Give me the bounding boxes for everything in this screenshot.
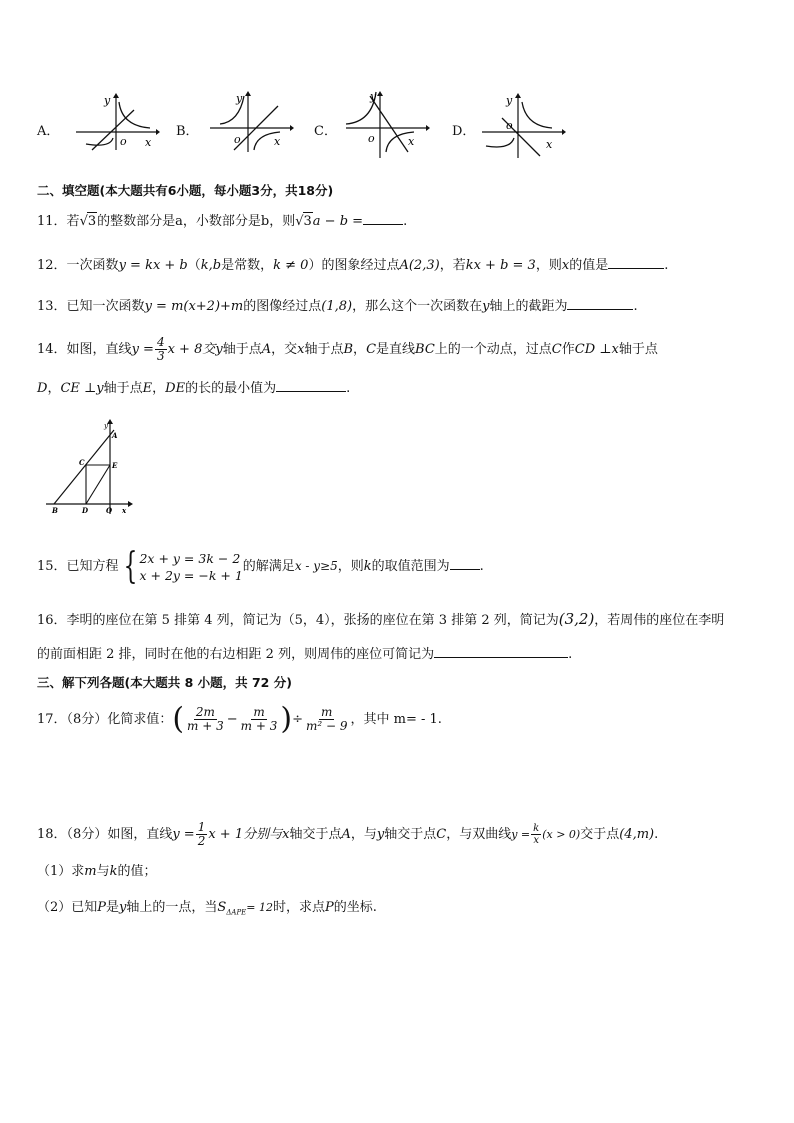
q17-minus: − (226, 712, 238, 727)
option-d-label: D． (452, 124, 476, 139)
fig14-O-label: O (106, 506, 113, 515)
q15-number: 15． (37, 559, 67, 574)
q12-text: 一次函数 (66, 258, 119, 273)
q18-fraction: $\frac{1}{2}$ (197, 820, 206, 848)
question-18 (37, 818, 658, 852)
q18-text2: x + 1分别与 (208, 827, 283, 842)
question-12 (37, 256, 668, 275)
q14-number: 14． (37, 342, 67, 357)
q18-x: x (282, 827, 290, 842)
q18-part2-text: （2）已知 (37, 900, 98, 915)
q17-fraction-3: $\frac{m}{\text{m² − 9}}$ (305, 705, 348, 733)
q16-answer-blank[interactable] (434, 645, 568, 658)
section2-heading: 二、填空题(本大题共有6小题，每小题3分，共18分) (37, 183, 334, 198)
question-14-line2 (37, 379, 350, 398)
q13-end: . (633, 299, 638, 314)
q14-text5: 轴于点 (304, 342, 344, 357)
q14-answer-blank[interactable] (276, 379, 346, 392)
q14-text9: 作 (561, 342, 575, 357)
option-a-axis-y: y (104, 94, 111, 107)
q12-eq: kx + b = 3 (465, 258, 536, 273)
fig14-C-label: C (79, 458, 85, 467)
q14-CE: CE ⊥ (60, 381, 97, 396)
option-c-origin: o (368, 132, 375, 145)
q14-text7: 是直线 (376, 342, 416, 357)
q13-expr: y = m(x+2)+m (144, 299, 244, 314)
q18-part2-eq: = 12 (246, 901, 273, 914)
q14-text3: 轴于点 (222, 342, 262, 357)
q12-x: x (561, 258, 570, 273)
q12-kne0: k ≠ 0 (273, 258, 309, 273)
q18-part2-text5: 的坐标. (333, 900, 377, 915)
q17-number: 17． (37, 712, 67, 727)
q13-text2: 的图像经过点 (243, 299, 322, 314)
q14-figure (44, 418, 140, 518)
q18-text3: 轴交于点 (289, 827, 342, 842)
q12-text5: ，若 (439, 258, 466, 273)
q16-number: 16． (37, 613, 67, 628)
q13-number: 13． (37, 299, 67, 314)
q18-part2-p: P (97, 900, 107, 915)
fig14-A-label: A (112, 431, 118, 440)
q14-D: D (37, 381, 48, 396)
q11-expr: √3a − b = (295, 214, 364, 229)
q16-text3: 的前面相距 2 排，同时在他的右边相距 2 列，则周伟的座位可简记为 (37, 647, 435, 662)
option-b-graph (206, 88, 296, 154)
q18-part1-text: （1）求 (37, 864, 85, 879)
option-b-axis-y: y (236, 92, 243, 105)
q18-part2-text2: 是 (106, 900, 120, 915)
q14-ylead: y = (131, 342, 154, 357)
q18-part2-y: y (119, 900, 127, 915)
q18-text7: 交于点 (580, 827, 620, 842)
q14-B: B (343, 342, 354, 357)
q18-point: (4,m) (619, 827, 655, 842)
q15-end: . (479, 559, 484, 574)
q14-x: x (297, 342, 305, 357)
q18-text4: ，与 (350, 827, 377, 842)
q13-point: (1,8) (321, 299, 353, 314)
q12-number: 12． (37, 258, 67, 273)
q16-end: . (568, 647, 573, 662)
q17-text2: ，其中 m= - 1. (350, 712, 442, 727)
q12-text7: 的值是 (569, 258, 609, 273)
q18-part2-text3: 轴上的一点，当 (126, 900, 218, 915)
option-c-axis-y: y (370, 90, 377, 103)
q12-answer-blank[interactable] (608, 256, 664, 269)
option-d-axis-y: y (506, 94, 513, 107)
q15-text2: 的解满足 (242, 559, 295, 574)
q13-y: y (482, 299, 490, 314)
option-a-label: A． (37, 124, 60, 139)
q14-l2-text3: ， (152, 381, 166, 396)
option-c-label: C． (314, 124, 337, 139)
q12-text3: 是常数， (221, 258, 274, 273)
q11-number: 11． (37, 214, 67, 229)
question-11 (37, 212, 407, 231)
question-18-part1 (37, 863, 157, 881)
q14-end: . (346, 381, 351, 396)
q18-text5: 轴交于点 (384, 827, 437, 842)
option-b-axis-x: x (274, 135, 281, 148)
q13-answer-blank[interactable] (567, 297, 633, 310)
q18-hyperbola-fraction: $\frac{k}{x}$ (533, 823, 540, 846)
q14-y2: y (96, 381, 104, 396)
q14-y: y (215, 342, 223, 357)
q12-end: . (664, 258, 669, 273)
q14-CD: CD ⊥ (574, 342, 612, 357)
q15-eq2: x + 2y = −k + 1 (139, 567, 243, 583)
q12-kb: k,b (200, 258, 222, 273)
q14-fraction: $\frac{4}{3}$ (156, 335, 165, 363)
question-17: 17．（8分）化简求值：( $\frac{2m}{m + 3}$ − $\frac{m}{m + 3}$ )÷ $\frac{m}{\text{m² − 9}}$ ，其中 m= - 1. (37, 701, 442, 737)
q16-point: (3,2) (558, 610, 595, 628)
q12-text2: （ (187, 258, 201, 273)
q16-text: 李明的座位在第 5 排第 4 列，简记为（5，4），张扬的座位在第 3 排第 2 列，简记为 (66, 613, 559, 628)
q11-end: . (403, 214, 408, 229)
q14-DE: DE (165, 381, 186, 396)
question-16 (37, 610, 724, 630)
option-b-origin: o (234, 133, 241, 146)
fig14-x-label: x (122, 506, 127, 515)
q13-text: 已知一次函数 (66, 299, 145, 314)
q18-cond: (x > 0) (542, 828, 581, 841)
q15-text3: ，则 (337, 559, 364, 574)
q12-text4: ）的图象经过点 (308, 258, 400, 273)
option-c-axis-x: x (408, 135, 415, 148)
q18-part2-text4: 时，求点 (272, 900, 325, 915)
q14-l2-text4: 的长的最小值为 (185, 381, 277, 396)
fig14-D-label: D (82, 506, 89, 515)
option-d-axis-x: x (546, 138, 553, 151)
q11-sqrt: √3 (79, 214, 97, 229)
fig14-E-label: E (112, 461, 118, 470)
q17-div: ÷ (292, 712, 303, 727)
q11-text2: 的整数部分是a，小数部分是b，则 (97, 214, 296, 229)
option-d-origin: o (506, 119, 513, 132)
q14-text6: ， (353, 342, 367, 357)
q18-ylead2: y = (511, 828, 531, 841)
q17-fraction-2: $\frac{m}{m + 3}$ (240, 705, 278, 733)
q18-part2-p2: P (325, 900, 334, 915)
q15-cond: x - y≥5 (294, 559, 338, 573)
q18-part1-text3: 的值； (117, 864, 157, 879)
q14-text2: x + 8交 (167, 342, 216, 357)
q18-number: 18． (37, 827, 67, 842)
option-a-origin: o (120, 135, 127, 148)
q14-A: A (261, 342, 272, 357)
q18-y: y (376, 827, 385, 842)
q12-expr: y = kx + b (118, 258, 188, 273)
q15-system: { 2x + y = 3k − 2 x + 2y = −k + 1 (123, 545, 243, 587)
q15-eq1: 2x + y = 3k − 2 (139, 550, 241, 566)
q14-x2: x (611, 342, 619, 357)
q18-end: . (654, 827, 659, 842)
q18-part2-s: S (217, 900, 227, 915)
option-a-axis-x: x (145, 136, 152, 149)
q13-text4: 轴上的截距为 (489, 299, 568, 314)
q18-text: （8分）如图，直线 (66, 827, 173, 842)
fig14-y-label: y (104, 422, 108, 430)
q18-C: C (436, 827, 447, 842)
question-14 (37, 336, 658, 363)
q15-k: k (363, 559, 372, 574)
q12-text6: ，则 (535, 258, 562, 273)
question-16-line2 (37, 645, 572, 664)
q18-part1-text2: 与 (96, 864, 110, 879)
question-15 (37, 545, 484, 587)
q17-text: （8分）化简求值： (66, 712, 173, 727)
question-13 (37, 297, 638, 316)
question-18-part2 (37, 899, 377, 922)
q15-text4: 的取值范围为 (371, 559, 450, 574)
q11-text: 若 (66, 214, 80, 229)
q17-fraction-1: $\frac{2m}{m + 3}$ (187, 705, 224, 733)
q14-C: C (366, 342, 377, 357)
fig14-B-label: B (52, 506, 58, 515)
option-d-graph (478, 88, 568, 160)
q16-text2: ，若周伟的座位在李明 (594, 613, 725, 628)
q11-answer-blank[interactable] (363, 212, 403, 225)
q18-part2-sub: ΔAPE (226, 908, 247, 917)
option-c-graph (342, 88, 432, 160)
q12-point: A(2,3) (399, 258, 440, 273)
q13-text3: ，那么这个一次函数在 (352, 299, 483, 314)
q14-E: E (142, 381, 153, 396)
q14-C2: C (551, 342, 562, 357)
q18-ylead: y = (172, 827, 195, 842)
q14-text4: ，交 (271, 342, 298, 357)
option-a-graph (72, 88, 162, 154)
q14-l2-text2: 轴于点 (103, 381, 143, 396)
q15-answer-blank[interactable] (450, 557, 480, 570)
q14-text: 如图，直线 (66, 342, 132, 357)
q18-text6: ，与双曲线 (446, 827, 512, 842)
q15-text: 已知方程 (66, 559, 119, 574)
q14-text8: 上的一个动点，过点 (434, 342, 552, 357)
section3-heading: 三、解下列各题(本大题共 8 小题，共 72 分) (37, 675, 292, 690)
q14-l2-text1: ， (47, 381, 61, 396)
q14-BC: BC (415, 342, 435, 357)
q18-part1-k: k (109, 864, 118, 879)
q14-text10: 轴于点 (618, 342, 658, 357)
q18-part1-m: m (84, 864, 97, 879)
option-b-label: B． (176, 124, 199, 139)
q18-A: A (341, 827, 351, 842)
